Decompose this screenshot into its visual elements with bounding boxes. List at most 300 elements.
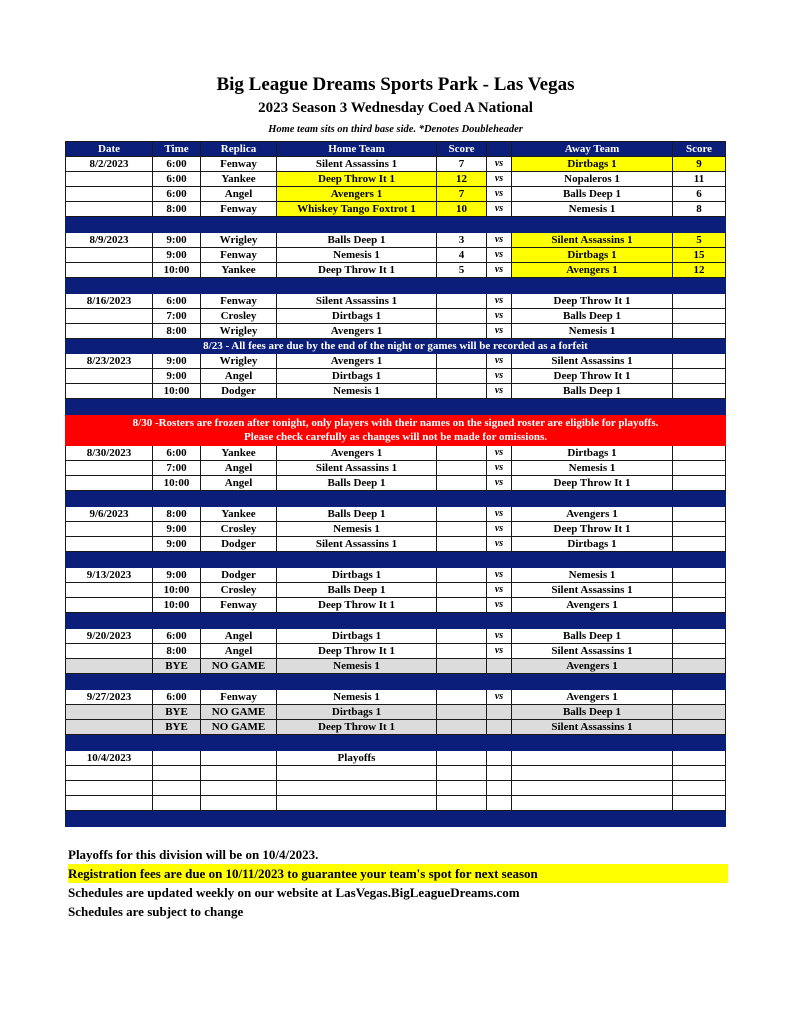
game-date: [66, 202, 153, 217]
vs-label: vs: [487, 568, 512, 583]
game-row: [66, 263, 726, 278]
game-date: [66, 598, 153, 613]
home-team: Silent Assassins 1: [277, 461, 437, 476]
game-date: [66, 720, 153, 735]
home-score: [437, 309, 487, 324]
separator-row: [66, 278, 726, 294]
fees-banner: 8/23 - All fees are due by the end of the night or games will be recorded as a forfeit: [66, 339, 726, 354]
game-date: 8/2/2023: [66, 157, 153, 172]
away-score: [673, 690, 726, 705]
home-team: Silent Assassins 1: [277, 294, 437, 309]
game-replica: Yankee: [201, 172, 277, 187]
empty-cell: [153, 796, 201, 811]
header-replica: Replica: [201, 142, 277, 157]
home-score: [437, 507, 487, 522]
away-team: Nemesis 1: [512, 324, 673, 339]
empty-cell: [153, 766, 201, 781]
game-row: [66, 233, 726, 248]
game-replica: Angel: [201, 369, 277, 384]
away-score: [673, 705, 726, 720]
vs-label: [487, 705, 512, 720]
vs-label: vs: [487, 324, 512, 339]
game-date: 8/16/2023: [66, 294, 153, 309]
away-score: [673, 629, 726, 644]
home-score: 4: [437, 248, 487, 263]
game-time: 8:00: [153, 202, 201, 217]
vs-label: vs: [487, 476, 512, 491]
away-team: Deep Throw It 1: [512, 294, 673, 309]
home-team: Balls Deep 1: [277, 583, 437, 598]
vs-label: vs: [487, 629, 512, 644]
vs-label: vs: [487, 202, 512, 217]
game-time: BYE: [153, 720, 201, 735]
vs-label: vs: [487, 157, 512, 172]
game-date: [66, 172, 153, 187]
home-team: Nemesis 1: [277, 690, 437, 705]
vs-label: vs: [487, 369, 512, 384]
empty-cell: [277, 766, 437, 781]
vs-label: [487, 659, 512, 674]
schedule-note: Home team sits on third base side. *Denotes Doubleheader: [268, 124, 523, 135]
away-team: Avengers 1: [512, 598, 673, 613]
empty-row: [66, 766, 726, 781]
away-score: [673, 369, 726, 384]
home-score: [437, 476, 487, 491]
away-team: [512, 751, 673, 766]
game-row: [66, 157, 726, 172]
separator-cell: [66, 217, 726, 233]
game-time: 6:00: [153, 172, 201, 187]
away-team: Nemesis 1: [512, 202, 673, 217]
vs-label: vs: [487, 294, 512, 309]
home-team: Dirtbags 1: [277, 705, 437, 720]
away-team: Dirtbags 1: [512, 537, 673, 552]
empty-cell: [487, 796, 512, 811]
header-row: [66, 142, 726, 157]
game-replica: NO GAME: [201, 720, 277, 735]
game-time: 8:00: [153, 324, 201, 339]
bye-row: [66, 720, 726, 735]
away-team: Avengers 1: [512, 263, 673, 278]
home-score: [437, 446, 487, 461]
game-replica: Fenway: [201, 598, 277, 613]
game-replica: [201, 751, 277, 766]
home-score: [437, 294, 487, 309]
game-replica: Fenway: [201, 157, 277, 172]
away-team: Avengers 1: [512, 690, 673, 705]
away-score: [673, 522, 726, 537]
empty-cell: [673, 796, 726, 811]
game-date: 8/9/2023: [66, 233, 153, 248]
bye-row: [66, 705, 726, 720]
home-score: [437, 690, 487, 705]
away-team: Silent Assassins 1: [512, 644, 673, 659]
footer-playoffs-note: Playoffs for this division will be on 10/4/2023.: [68, 847, 319, 862]
away-score: [673, 476, 726, 491]
game-replica: Angel: [201, 476, 277, 491]
game-time: 10:00: [153, 263, 201, 278]
home-score: [437, 384, 487, 399]
vs-label: vs: [487, 187, 512, 202]
game-date: [66, 248, 153, 263]
separator-row: [66, 491, 726, 507]
game-replica: Wrigley: [201, 233, 277, 248]
away-score: [673, 354, 726, 369]
home-score: [437, 705, 487, 720]
game-row: [66, 384, 726, 399]
empty-cell: [487, 766, 512, 781]
away-score: [673, 751, 726, 766]
empty-cell: [277, 796, 437, 811]
vs-label: vs: [487, 172, 512, 187]
empty-cell: [201, 796, 277, 811]
empty-cell: [201, 781, 277, 796]
header-away-team: Away Team: [512, 142, 673, 157]
game-date: [66, 461, 153, 476]
away-team: Silent Assassins 1: [512, 354, 673, 369]
footer-notes: [68, 845, 728, 921]
vs-label: vs: [487, 309, 512, 324]
separator-cell: [66, 735, 726, 751]
header-home-team: Home Team: [277, 142, 437, 157]
away-score: 5: [673, 233, 726, 248]
home-team: Nemesis 1: [277, 522, 437, 537]
home-team: Avengers 1: [277, 187, 437, 202]
away-score: [673, 324, 726, 339]
vs-label: vs: [487, 233, 512, 248]
empty-cell: [512, 781, 673, 796]
empty-cell: [66, 796, 153, 811]
game-replica: Wrigley: [201, 324, 277, 339]
empty-cell: [201, 766, 277, 781]
home-score: [437, 522, 487, 537]
empty-cell: [66, 781, 153, 796]
game-replica: Angel: [201, 644, 277, 659]
game-date: [66, 369, 153, 384]
vs-label: vs: [487, 354, 512, 369]
game-time: 9:00: [153, 568, 201, 583]
away-team: Balls Deep 1: [512, 384, 673, 399]
game-date: 9/20/2023: [66, 629, 153, 644]
away-score: 6: [673, 187, 726, 202]
game-replica: Dodger: [201, 384, 277, 399]
away-score: [673, 384, 726, 399]
home-team: Balls Deep 1: [277, 476, 437, 491]
game-replica: Yankee: [201, 446, 277, 461]
game-time: 8:00: [153, 644, 201, 659]
home-team: Nemesis 1: [277, 659, 437, 674]
home-score: [437, 461, 487, 476]
vs-label: vs: [487, 446, 512, 461]
header-time: Time: [153, 142, 201, 157]
game-date: [66, 522, 153, 537]
game-replica: NO GAME: [201, 659, 277, 674]
separator-row: [66, 811, 726, 827]
away-score: [673, 644, 726, 659]
game-time: 7:00: [153, 309, 201, 324]
game-row: [66, 583, 726, 598]
game-date: [66, 187, 153, 202]
vs-label: vs: [487, 522, 512, 537]
home-team: Dirtbags 1: [277, 369, 437, 384]
away-score: [673, 659, 726, 674]
vs-label: [487, 720, 512, 735]
header-date: Date: [66, 142, 153, 157]
bye-row: [66, 659, 726, 674]
game-date: 9/6/2023: [66, 507, 153, 522]
home-team: Dirtbags 1: [277, 629, 437, 644]
separator-cell: [66, 613, 726, 629]
home-score: 3: [437, 233, 487, 248]
game-row: [66, 644, 726, 659]
game-row: [66, 568, 726, 583]
separator-row: [66, 399, 726, 415]
roster-banner-row: [66, 415, 726, 446]
away-team: Dirtbags 1: [512, 446, 673, 461]
home-team: Avengers 1: [277, 446, 437, 461]
separator-cell: [66, 811, 726, 827]
game-time: 10:00: [153, 476, 201, 491]
game-row: [66, 202, 726, 217]
home-team: Avengers 1: [277, 324, 437, 339]
game-date: [66, 324, 153, 339]
away-score: [673, 446, 726, 461]
separator-row: [66, 613, 726, 629]
away-score: 15: [673, 248, 726, 263]
away-score: [673, 583, 726, 598]
separator-cell: [66, 399, 726, 415]
separator-cell: [66, 491, 726, 507]
game-row: [66, 461, 726, 476]
game-time: 9:00: [153, 248, 201, 263]
game-replica: Angel: [201, 629, 277, 644]
game-time: 8:00: [153, 507, 201, 522]
away-team: Nemesis 1: [512, 461, 673, 476]
schedule-table: [65, 141, 726, 827]
home-team: Deep Throw It 1: [277, 720, 437, 735]
game-row: [66, 369, 726, 384]
away-team: Balls Deep 1: [512, 629, 673, 644]
empty-cell: [673, 766, 726, 781]
footer-change-note: Schedules are subject to change: [68, 904, 244, 919]
separator-row: [66, 552, 726, 568]
away-team: Deep Throw It 1: [512, 476, 673, 491]
vs-label: vs: [487, 690, 512, 705]
game-replica: Crosley: [201, 309, 277, 324]
game-row: [66, 522, 726, 537]
game-date: 8/23/2023: [66, 354, 153, 369]
home-score: [437, 720, 487, 735]
roster-banner: [66, 415, 726, 446]
away-team: Silent Assassins 1: [512, 233, 673, 248]
home-score: 10: [437, 202, 487, 217]
home-score: [437, 369, 487, 384]
game-time: 6:00: [153, 187, 201, 202]
home-team: Avengers 1: [277, 354, 437, 369]
away-score: [673, 461, 726, 476]
separator-row: [66, 735, 726, 751]
game-replica: Fenway: [201, 294, 277, 309]
away-score: [673, 309, 726, 324]
home-team: Dirtbags 1: [277, 309, 437, 324]
empty-row: [66, 796, 726, 811]
playoff-row: [66, 751, 726, 766]
home-team: Dirtbags 1: [277, 568, 437, 583]
empty-cell: [66, 766, 153, 781]
away-score: [673, 294, 726, 309]
away-score: 8: [673, 202, 726, 217]
game-replica: Fenway: [201, 202, 277, 217]
game-row: [66, 598, 726, 613]
home-score: 12: [437, 172, 487, 187]
home-team: Silent Assassins 1: [277, 537, 437, 552]
game-replica: Fenway: [201, 690, 277, 705]
game-row: [66, 248, 726, 263]
vs-label: [487, 751, 512, 766]
home-team: Deep Throw It 1: [277, 263, 437, 278]
away-team: Nemesis 1: [512, 568, 673, 583]
footer-website-note: Schedules are updated weekly on our website at LasVegas.BigLeagueDreams.com: [68, 885, 520, 900]
empty-cell: [437, 796, 487, 811]
away-team: Balls Deep 1: [512, 309, 673, 324]
game-date: 9/27/2023: [66, 690, 153, 705]
away-score: [673, 568, 726, 583]
home-score: [437, 598, 487, 613]
vs-label: vs: [487, 263, 512, 278]
home-score: [437, 568, 487, 583]
game-date: 10/4/2023: [66, 751, 153, 766]
game-time: 9:00: [153, 522, 201, 537]
home-team: Nemesis 1: [277, 384, 437, 399]
away-score: [673, 507, 726, 522]
empty-cell: [487, 781, 512, 796]
game-replica: Dodger: [201, 537, 277, 552]
home-team: Playoffs: [277, 751, 437, 766]
game-date: [66, 644, 153, 659]
page-subtitle: 2023 Season 3 Wednesday Coed A National: [258, 100, 533, 116]
home-score: 7: [437, 157, 487, 172]
vs-label: vs: [487, 384, 512, 399]
game-time: 7:00: [153, 461, 201, 476]
away-team: Avengers 1: [512, 659, 673, 674]
vs-label: vs: [487, 507, 512, 522]
home-score: [437, 354, 487, 369]
empty-row: [66, 781, 726, 796]
game-date: [66, 537, 153, 552]
home-team: Balls Deep 1: [277, 507, 437, 522]
game-date: [66, 705, 153, 720]
game-time: 9:00: [153, 369, 201, 384]
away-team: Dirtbags 1: [512, 248, 673, 263]
game-replica: Yankee: [201, 507, 277, 522]
home-team: Silent Assassins 1: [277, 157, 437, 172]
game-replica: NO GAME: [201, 705, 277, 720]
game-replica: Wrigley: [201, 354, 277, 369]
empty-cell: [437, 766, 487, 781]
game-time: 9:00: [153, 233, 201, 248]
game-date: 8/30/2023: [66, 446, 153, 461]
game-time: 10:00: [153, 384, 201, 399]
away-team: Dirtbags 1: [512, 157, 673, 172]
game-replica: Yankee: [201, 263, 277, 278]
game-replica: Angel: [201, 461, 277, 476]
away-score: [673, 720, 726, 735]
home-score: [437, 629, 487, 644]
game-time: [153, 751, 201, 766]
game-row: [66, 354, 726, 369]
home-score: [437, 537, 487, 552]
header-away-score: Score: [673, 142, 726, 157]
game-replica: Dodger: [201, 568, 277, 583]
empty-cell: [512, 796, 673, 811]
game-time: 6:00: [153, 157, 201, 172]
game-time: 9:00: [153, 354, 201, 369]
game-date: [66, 384, 153, 399]
game-replica: Fenway: [201, 248, 277, 263]
home-score: [437, 583, 487, 598]
separator-cell: [66, 278, 726, 294]
home-team: Deep Throw It 1: [277, 598, 437, 613]
away-team: Balls Deep 1: [512, 187, 673, 202]
game-date: 9/13/2023: [66, 568, 153, 583]
empty-cell: [673, 781, 726, 796]
roster-banner-line1: 8/30 -Rosters are frozen after tonight, only players with their names on the signed roster are eligible for playoffs.: [132, 417, 659, 429]
separator-cell: [66, 674, 726, 690]
vs-label: vs: [487, 248, 512, 263]
game-replica: Angel: [201, 187, 277, 202]
home-score: 5: [437, 263, 487, 278]
home-score: [437, 324, 487, 339]
separator-cell: [66, 552, 726, 568]
away-team: Silent Assassins 1: [512, 720, 673, 735]
game-replica: Crosley: [201, 522, 277, 537]
away-team: Avengers 1: [512, 507, 673, 522]
game-time: 6:00: [153, 446, 201, 461]
game-time: 10:00: [153, 598, 201, 613]
game-time: 6:00: [153, 294, 201, 309]
game-row: [66, 294, 726, 309]
game-time: BYE: [153, 659, 201, 674]
game-row: [66, 446, 726, 461]
home-score: 7: [437, 187, 487, 202]
game-row: [66, 309, 726, 324]
game-row: [66, 324, 726, 339]
game-row: [66, 537, 726, 552]
game-time: 6:00: [153, 690, 201, 705]
game-time: 9:00: [153, 537, 201, 552]
roster-banner-line2: Please check carefully as changes will not be made for omissions.: [244, 431, 547, 443]
home-team: Whiskey Tango Foxtrot 1: [277, 202, 437, 217]
header-vs: [487, 142, 512, 157]
away-team: Silent Assassins 1: [512, 583, 673, 598]
game-row: [66, 629, 726, 644]
separator-row: [66, 674, 726, 690]
home-score: [437, 659, 487, 674]
home-team: Balls Deep 1: [277, 233, 437, 248]
game-time: BYE: [153, 705, 201, 720]
game-date: [66, 583, 153, 598]
empty-cell: [153, 781, 201, 796]
empty-cell: [277, 781, 437, 796]
away-score: 11: [673, 172, 726, 187]
away-team: Deep Throw It 1: [512, 522, 673, 537]
game-row: [66, 187, 726, 202]
game-date: [66, 476, 153, 491]
away-team: Nopaleros 1: [512, 172, 673, 187]
vs-label: vs: [487, 598, 512, 613]
game-row: [66, 690, 726, 705]
away-team: Balls Deep 1: [512, 705, 673, 720]
